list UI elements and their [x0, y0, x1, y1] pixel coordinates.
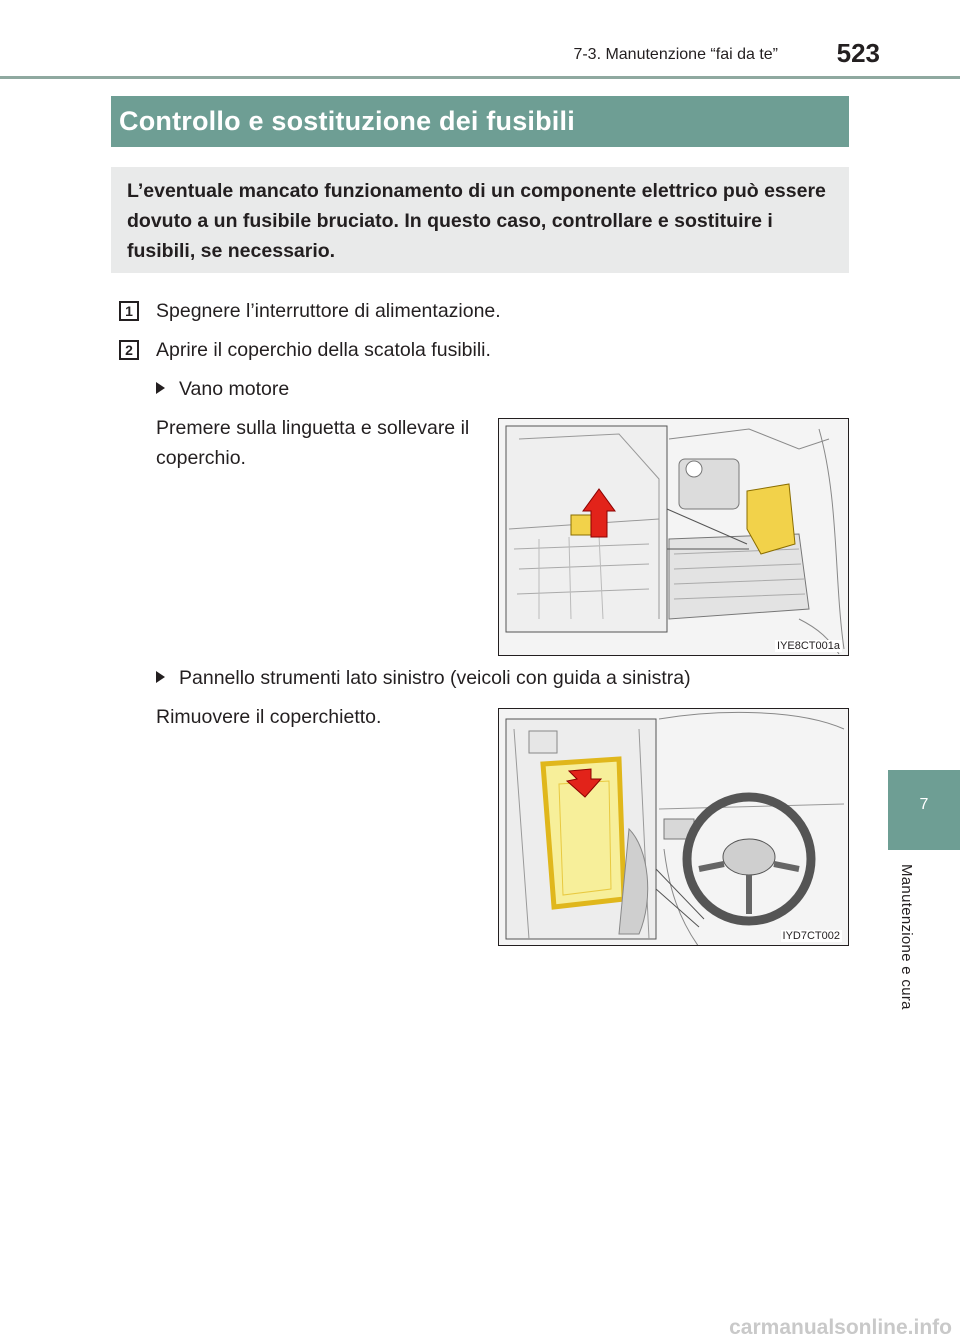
section-title: Controllo e sostituzione dei fusibili: [111, 96, 849, 147]
step-1-text: Spegnere l’interruttore di alimentazione.: [156, 300, 501, 322]
item-engine-text: Premere sulla linguetta e sollevare il coperchio.: [156, 417, 470, 469]
figure-code-panel: IYD7CT002: [782, 930, 840, 942]
page-number: 523: [836, 38, 880, 68]
chapter-tab[interactable]: 7: [888, 770, 960, 850]
item-panel-text: Rimuovere il coperchietto.: [156, 706, 382, 728]
triangle-bullet-icon: [156, 671, 165, 683]
step-1-badge: 1: [119, 301, 139, 321]
step-2-badge: 2: [119, 340, 139, 360]
item-engine-heading-label: Vano motore: [179, 378, 290, 400]
chapter-title: Manutenzione e cura: [898, 864, 915, 1010]
triangle-bullet-icon: [156, 382, 165, 394]
step-2-text: Aprire il coperchio della scatola fusibili.: [156, 339, 491, 361]
header-section-title: 7-3. Manutenzione “fai da te”: [573, 46, 778, 63]
figure-code-engine: IYE8CT001a: [777, 640, 840, 652]
intro-box: L’eventuale mancato funzionamento di un componente elettrico può essere dovuto a un fusibile bruciato. In questo caso, controllare e sostituire i fusibili, se necessario.: [111, 167, 849, 273]
engine-fuse-box-figure: [498, 418, 849, 656]
instrument-panel-illustration: [499, 709, 849, 946]
watermark: carmanualsonline.info: [729, 1316, 952, 1339]
header-rule: [0, 76, 960, 79]
item-panel-heading: [156, 667, 691, 690]
panel-fuse-box-figure: [498, 708, 849, 946]
item-engine-heading: [156, 378, 289, 401]
item-panel-heading-label: Pannello strumenti lato sinistro (veicoli con guida a sinistra): [179, 667, 691, 689]
engine-compartment-illustration: [499, 419, 849, 656]
